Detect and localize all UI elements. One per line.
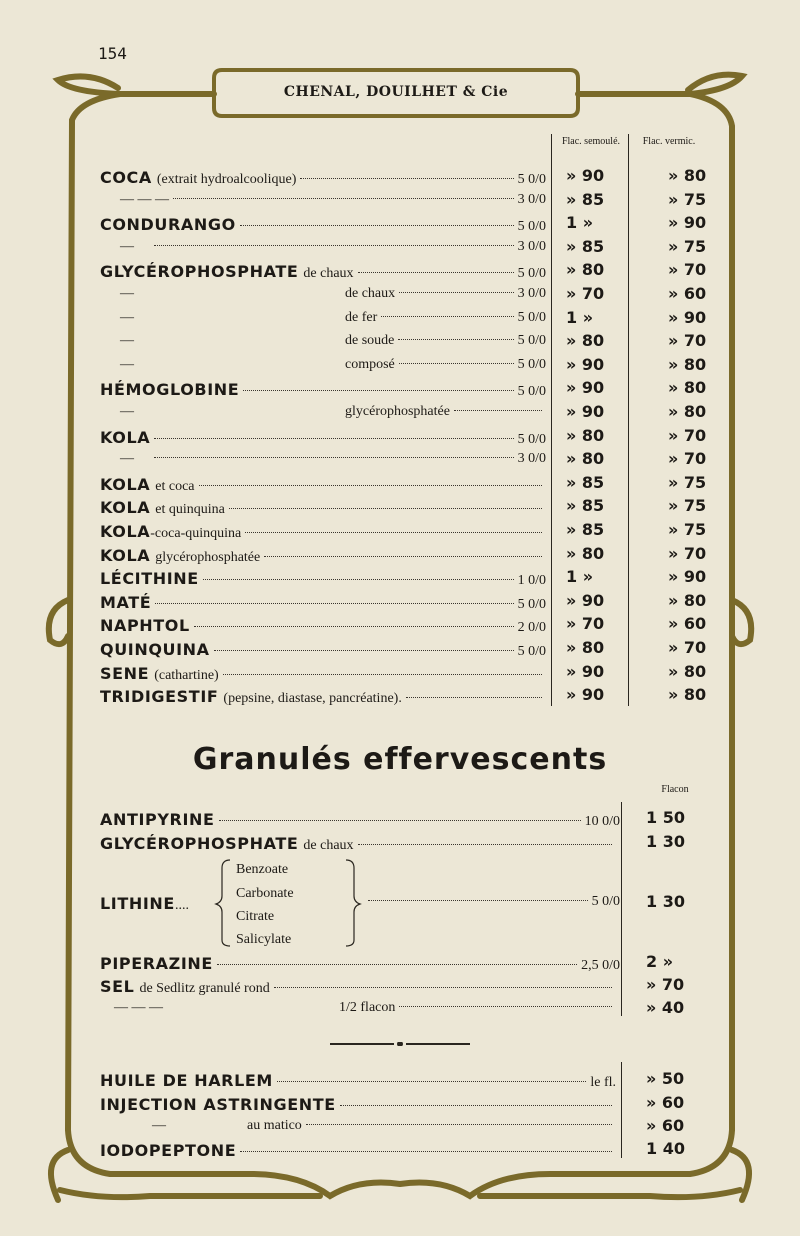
dot-leader bbox=[306, 1124, 612, 1125]
dot-leader bbox=[398, 339, 513, 340]
product-desc: de Sedlitz granulé rond bbox=[139, 981, 270, 996]
price: » 70 bbox=[646, 975, 685, 994]
list-item bbox=[100, 1095, 616, 1119]
table-row bbox=[100, 593, 546, 617]
table-row bbox=[100, 687, 546, 711]
concentration: 1 0/0 bbox=[517, 573, 546, 589]
product-name: QUINQUINA bbox=[100, 640, 210, 659]
price-vermic: » 75 bbox=[668, 496, 707, 516]
table-row bbox=[100, 215, 546, 239]
header-title: CHENAL, DOUILHET & Cie bbox=[283, 84, 509, 100]
dot-leader bbox=[243, 390, 513, 391]
product-name: CONDURANGO bbox=[100, 215, 236, 235]
price-semoule: » 80 bbox=[566, 543, 605, 563]
product-desc: (extrait hydroalcoolique) bbox=[156, 172, 297, 187]
price-semoule: » 70 bbox=[566, 614, 605, 634]
column-rule bbox=[621, 1062, 622, 1158]
dot-leader bbox=[219, 820, 581, 821]
price-vermic: » 75 bbox=[668, 236, 707, 256]
product-name: HUILE DE HARLEM bbox=[100, 1071, 273, 1090]
product-desc: au matico bbox=[247, 1118, 302, 1133]
concentration: 5 0/0 bbox=[517, 356, 546, 372]
product-desc: glycérophosphatée bbox=[345, 404, 450, 419]
list-item bbox=[100, 1118, 616, 1142]
price-semoule: » 90 bbox=[566, 378, 605, 398]
price-semoule: 1 » bbox=[566, 567, 594, 587]
product-name: — bbox=[120, 356, 134, 372]
product-name: COCA bbox=[100, 168, 152, 187]
concentration: 5 0/0 bbox=[517, 596, 546, 612]
dot-leader bbox=[245, 532, 542, 533]
dot-leader-text: .... bbox=[174, 898, 189, 913]
table-row bbox=[100, 333, 546, 357]
concentration: 5 0/0 bbox=[591, 894, 620, 909]
repeat-dash: — — — bbox=[114, 1000, 163, 1015]
product-desc: (pepsine, diastase, pancréatine). bbox=[223, 691, 402, 707]
product-desc: et coca bbox=[155, 478, 195, 494]
table-row bbox=[100, 262, 546, 286]
price-vermic: » 60 bbox=[668, 614, 707, 634]
product-name: TRIDIGESTIF bbox=[100, 687, 219, 707]
concentration: 5 0/0 bbox=[517, 172, 546, 187]
product-desc: glycérophosphatée bbox=[155, 549, 261, 565]
concentration: 3 0/0 bbox=[517, 286, 546, 301]
price-vermic: » 75 bbox=[668, 189, 707, 209]
dot-leader bbox=[223, 674, 542, 675]
price-semoule: » 85 bbox=[566, 520, 605, 539]
table-row bbox=[100, 664, 546, 688]
list-item bbox=[100, 1141, 616, 1165]
product-name: SENE bbox=[100, 663, 150, 683]
dot-leader bbox=[203, 579, 514, 580]
price-vermic: » 80 bbox=[668, 685, 707, 705]
price-semoule: » 90 bbox=[566, 354, 605, 374]
concentration: 2 0/0 bbox=[517, 620, 546, 636]
dot-leader bbox=[277, 1081, 586, 1082]
table-row bbox=[100, 192, 546, 216]
table-row bbox=[100, 404, 546, 428]
product-desc: de soude bbox=[345, 333, 395, 349]
price-semoule: » 90 bbox=[566, 166, 605, 185]
concentration: 5 0/0 bbox=[517, 309, 546, 325]
product-name: LITHINE bbox=[100, 894, 175, 913]
product-desc: -coca-quinquina bbox=[150, 526, 242, 541]
product-name: NAPHTOL bbox=[100, 616, 190, 636]
price: 1 30 bbox=[646, 832, 685, 851]
dot-leader bbox=[274, 987, 612, 988]
product-name: KOLA bbox=[100, 427, 151, 447]
dot-leader bbox=[154, 438, 513, 439]
product-name: — bbox=[120, 333, 134, 349]
product-name: KOLA bbox=[100, 474, 151, 494]
price-semoule: » 90 bbox=[566, 402, 605, 421]
price-semoule: » 90 bbox=[566, 590, 605, 610]
list-item bbox=[100, 810, 620, 834]
dot-leader bbox=[173, 198, 514, 199]
product-name: SEL bbox=[100, 977, 135, 996]
table-row bbox=[100, 475, 546, 499]
product-name: LÉCITHINE bbox=[100, 569, 199, 589]
price-vermic: » 80 bbox=[668, 402, 707, 421]
price-vermic: » 75 bbox=[668, 472, 707, 492]
price: 2 » bbox=[646, 952, 674, 971]
unit: le fl. bbox=[590, 1075, 616, 1090]
table-row bbox=[100, 357, 546, 381]
price-semoule: » 80 bbox=[566, 331, 605, 351]
table-row bbox=[100, 239, 546, 263]
dot-leader bbox=[381, 316, 513, 317]
price-vermic: » 70 bbox=[668, 638, 707, 657]
dot-leader bbox=[154, 457, 514, 458]
price-semoule: » 90 bbox=[566, 685, 605, 705]
table-row bbox=[100, 286, 546, 310]
product-desc: (cathartine) bbox=[154, 667, 219, 683]
section-title: Granulés effervescents bbox=[192, 742, 608, 777]
product-name: — bbox=[120, 238, 134, 254]
table-row bbox=[100, 569, 546, 593]
lithine-item: Citrate bbox=[236, 909, 275, 924]
list-item bbox=[100, 1071, 616, 1095]
table-row bbox=[100, 428, 546, 452]
product-name: KOLA bbox=[100, 522, 151, 541]
product-name: ANTIPYRINE bbox=[100, 810, 215, 829]
price-semoule: » 80 bbox=[566, 449, 605, 469]
table-row bbox=[100, 168, 546, 192]
dot-leader bbox=[155, 603, 513, 604]
price-vermic: » 90 bbox=[668, 307, 707, 327]
product-desc: composé bbox=[345, 356, 395, 372]
col-header-semoule: Flac. semoulé. bbox=[561, 136, 621, 147]
product-name: KOLA bbox=[100, 545, 151, 565]
price-vermic: » 80 bbox=[668, 166, 707, 185]
concentration: 3 0/0 bbox=[517, 191, 546, 207]
concentration: 3 0/0 bbox=[517, 451, 546, 467]
dot-leader bbox=[454, 410, 542, 411]
concentration: 5 0/0 bbox=[517, 644, 546, 659]
price: » 60 bbox=[646, 1116, 685, 1135]
product-name: — bbox=[120, 309, 134, 325]
table-row bbox=[100, 640, 546, 664]
dot-leader bbox=[399, 1006, 612, 1007]
concentration: 2,5 0/0 bbox=[581, 958, 620, 973]
price-semoule: 1 » bbox=[566, 213, 594, 233]
table-row bbox=[100, 546, 546, 570]
list-item bbox=[100, 1000, 616, 1024]
product-name: — bbox=[152, 1118, 166, 1133]
dot-leader bbox=[240, 225, 514, 226]
price-semoule: » 80 bbox=[566, 260, 605, 280]
concentration: 5 0/0 bbox=[517, 384, 546, 400]
dot-leader bbox=[229, 508, 542, 509]
price-semoule: » 85 bbox=[566, 472, 605, 492]
product-name: HÉMOGLOBINE bbox=[100, 380, 240, 400]
price-vermic: » 80 bbox=[668, 590, 707, 610]
concentration: 5 0/0 bbox=[517, 219, 546, 235]
product-name: IODOPEPTONE bbox=[100, 1141, 237, 1160]
product-name: MATÉ bbox=[100, 592, 152, 612]
concentration: 3 0/0 bbox=[517, 238, 546, 254]
dot-leader bbox=[358, 844, 612, 845]
price: 1 50 bbox=[646, 808, 685, 827]
table-row bbox=[100, 380, 546, 404]
product-name: — bbox=[120, 404, 134, 419]
product-name: PIPERAZINE bbox=[100, 954, 213, 973]
product-desc: 1/2 flacon bbox=[339, 1000, 396, 1015]
table-row bbox=[100, 522, 546, 546]
price: 1 30 bbox=[646, 892, 685, 911]
column-rule bbox=[551, 134, 552, 706]
price-vermic: » 90 bbox=[668, 567, 707, 587]
price: » 60 bbox=[646, 1093, 685, 1112]
lithine-item: Carbonate bbox=[236, 886, 294, 901]
concentration: 5 0/0 bbox=[517, 266, 546, 282]
price-semoule: » 80 bbox=[566, 638, 605, 657]
product-desc: de chaux bbox=[303, 838, 354, 853]
price-vermic: » 80 bbox=[668, 354, 707, 374]
list-item bbox=[100, 954, 620, 978]
price-vermic: » 70 bbox=[668, 543, 707, 563]
price: 1 40 bbox=[646, 1139, 685, 1158]
price: » 50 bbox=[646, 1069, 685, 1088]
dot-leader bbox=[340, 1105, 612, 1106]
price-semoule: 1 » bbox=[566, 307, 594, 327]
price-vermic: » 80 bbox=[668, 378, 707, 398]
col-header-flacon: Flacon bbox=[661, 784, 689, 795]
dot-leader bbox=[399, 363, 514, 364]
price-semoule: » 85 bbox=[566, 236, 605, 256]
price-semoule: » 85 bbox=[566, 189, 605, 209]
price-vermic: » 70 bbox=[668, 449, 707, 469]
product-name: KOLA bbox=[100, 498, 151, 518]
price: » 40 bbox=[646, 998, 685, 1017]
dot-leader bbox=[194, 626, 514, 627]
concentration: 5 0/0 bbox=[517, 431, 546, 447]
price-vermic: » 70 bbox=[668, 260, 707, 280]
dot-leader bbox=[406, 697, 542, 698]
price-vermic: » 75 bbox=[668, 520, 707, 539]
list-item bbox=[100, 894, 220, 918]
column-rule bbox=[628, 134, 629, 706]
product-name: GLYCÉROPHOSPHATE bbox=[100, 834, 299, 853]
page-number: 154 bbox=[98, 44, 127, 63]
table-row bbox=[100, 616, 546, 640]
product-desc: et quinquina bbox=[155, 502, 225, 518]
concentration: 10 0/0 bbox=[584, 814, 620, 829]
concentration: 5 0/0 bbox=[517, 333, 546, 349]
column-rule bbox=[621, 802, 622, 1016]
dot-leader bbox=[217, 964, 577, 965]
product-desc: de chaux bbox=[345, 286, 396, 301]
table-row bbox=[100, 310, 546, 334]
price-vermic: » 70 bbox=[668, 331, 707, 351]
dot-leader bbox=[300, 178, 513, 179]
dot-leader bbox=[199, 485, 542, 486]
list-item bbox=[364, 894, 620, 918]
product-desc: de chaux bbox=[303, 266, 354, 282]
col-header-vermic: Flac. vermic. bbox=[642, 136, 696, 147]
product-name: — bbox=[120, 451, 134, 467]
product-name: GLYCÉROPHOSPHATE bbox=[100, 262, 299, 282]
lithine-item: Salicylate bbox=[236, 932, 292, 947]
dot-leader bbox=[214, 650, 514, 651]
price-semoule: » 80 bbox=[566, 425, 605, 445]
dot-leader bbox=[358, 272, 514, 273]
price-semoule: » 85 bbox=[566, 496, 605, 516]
price-vermic: » 70 bbox=[668, 425, 707, 445]
product-desc: de fer bbox=[345, 309, 378, 325]
dot-leader bbox=[264, 556, 542, 557]
price-semoule: » 70 bbox=[566, 284, 605, 303]
list-item bbox=[100, 977, 616, 1001]
dot-leader bbox=[399, 292, 513, 293]
table-row bbox=[100, 498, 546, 522]
separator-ornament bbox=[330, 1042, 470, 1046]
product-name: — — — bbox=[120, 191, 169, 207]
price-vermic: » 60 bbox=[668, 284, 707, 303]
price-semoule: » 90 bbox=[566, 661, 605, 681]
price-vermic: » 80 bbox=[668, 661, 707, 681]
product-name: — bbox=[120, 286, 134, 301]
dot-leader bbox=[154, 245, 514, 246]
lithine-item: Benzoate bbox=[236, 862, 289, 877]
price-vermic: » 90 bbox=[668, 213, 707, 233]
list-item bbox=[100, 834, 616, 858]
table-row bbox=[100, 451, 546, 475]
dot-leader bbox=[368, 900, 588, 901]
product-name: INJECTION ASTRINGENTE bbox=[100, 1095, 336, 1114]
dot-leader bbox=[240, 1151, 612, 1152]
